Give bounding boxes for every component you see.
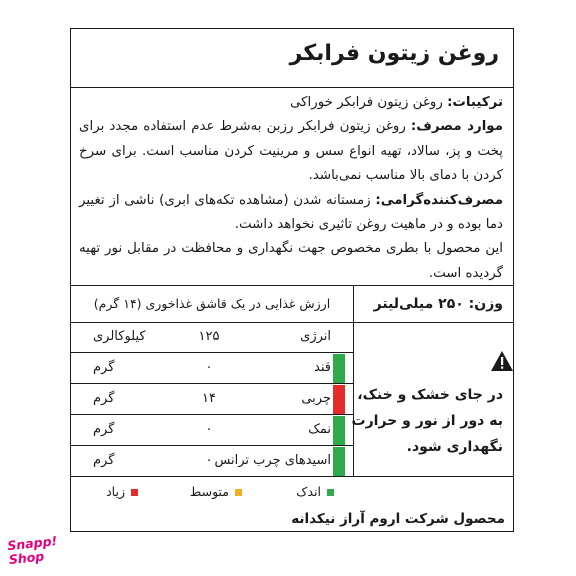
usage-label: موارد مصرف:: [410, 119, 503, 135]
ingredients-paragraph: [79, 91, 503, 115]
legend-low: [296, 477, 334, 507]
usage-text: روغن زیتون فرابکر رزبن به‌شرط عدم استفاده مجدد برای پخت و پز، سالاد، تهیه انواع سس و مرینیت کردن مناسب است. برای سرخ کردن با دمای بالا مناسب نمی‌باشد.: [79, 119, 503, 184]
nutrient-value: ۱۲۵: [198, 329, 220, 344]
consumer-label: مصرف‌کننده‌گرامی:: [375, 192, 503, 208]
legend-high: [106, 477, 138, 507]
nutrient-unit: گرم: [93, 391, 115, 406]
product-label: [70, 28, 514, 532]
packaging-paragraph: این محصول با بطری مخصوص جهت نگهداری و محافظت در مقابل نور تهیه گردیده است.: [79, 241, 503, 281]
nutrient-value: ۰: [205, 422, 213, 437]
nutrient-name: نمک: [308, 422, 331, 437]
storage-line: به دور از نور و حرارت: [351, 413, 503, 429]
nutrient-unit: گرم: [93, 453, 115, 468]
logo-line-1: Snapp!: [6, 533, 58, 554]
nutrient-value: ۰: [205, 360, 213, 375]
consumer-paragraph: [79, 189, 503, 238]
legend-low-swatch: [327, 489, 334, 496]
storage-line: در جای خشک و خنک،: [357, 387, 503, 403]
snapp-shop-logo: [7, 533, 72, 567]
nutrient-unit: گرم: [93, 422, 115, 437]
nutrition-row-salt: [71, 415, 353, 446]
warning-icon: [490, 350, 514, 372]
legend-medium: [190, 477, 242, 507]
nutrient-name: اسیدهای چرب ترانس: [214, 453, 331, 468]
nutrient-name: قند: [314, 360, 331, 375]
nutrient-value: ۱۴: [202, 391, 216, 406]
ingredients-text: روغن زیتون فرابکر خوراکی: [289, 95, 448, 110]
title-divider: [71, 87, 513, 88]
legend-high-label: زیاد: [106, 484, 125, 499]
volume-divider: [354, 322, 513, 323]
legend-medium-label: متوسط: [189, 484, 229, 499]
legend-low-label: اندک: [296, 484, 321, 499]
nutrient-name: چربی: [301, 391, 331, 406]
storage-instructions: [351, 382, 503, 460]
nutrition-row-energy: [71, 322, 353, 353]
storage-line: نگهداری شود.: [406, 439, 503, 455]
nutrition-row-trans-fat: [71, 446, 353, 476]
nutrient-unit: کیلوکالری: [93, 329, 146, 344]
nutrient-unit: گرم: [93, 360, 115, 375]
nutrition-row-sugar: [71, 353, 353, 384]
product-description: [79, 91, 503, 286]
level-legend: [71, 477, 354, 507]
ingredients-label: ترکیبات:: [447, 95, 503, 110]
fat-level-bar: [333, 385, 345, 414]
nutrient-name: انرژی: [300, 329, 331, 344]
nutrition-row-fat: [71, 384, 353, 415]
producer-info: محصول شرکت اروم آراز نیکدانه: [291, 511, 505, 527]
product-title: روغن زیتون فرابکر: [289, 41, 499, 66]
volume-label: وزن: ۲۵۰ میلی‌لیتر: [373, 296, 503, 312]
nutrition-header: ارزش غذایی در یک قاشق غذاخوری (۱۴ گرم): [71, 286, 353, 323]
info-section: [70, 285, 514, 477]
sugar-level-bar: [333, 354, 345, 383]
nutrient-value: ۰: [205, 453, 213, 468]
logo-line-2: Shop: [8, 548, 45, 568]
salt-level-bar: [333, 416, 345, 445]
consumer-text: زمستانه شدن (مشاهده تکه‌های ابری) ناشی از تغییر دما بوده و در ماهیت روغن تاثیری نخواهد داشت.: [79, 192, 503, 233]
trans-fat-level-bar: [333, 447, 345, 476]
nutrition-table: [70, 285, 354, 477]
legend-high-swatch: [131, 489, 138, 496]
usage-paragraph: [79, 115, 503, 188]
legend-medium-swatch: [235, 489, 242, 496]
storage-panel: [351, 285, 514, 477]
